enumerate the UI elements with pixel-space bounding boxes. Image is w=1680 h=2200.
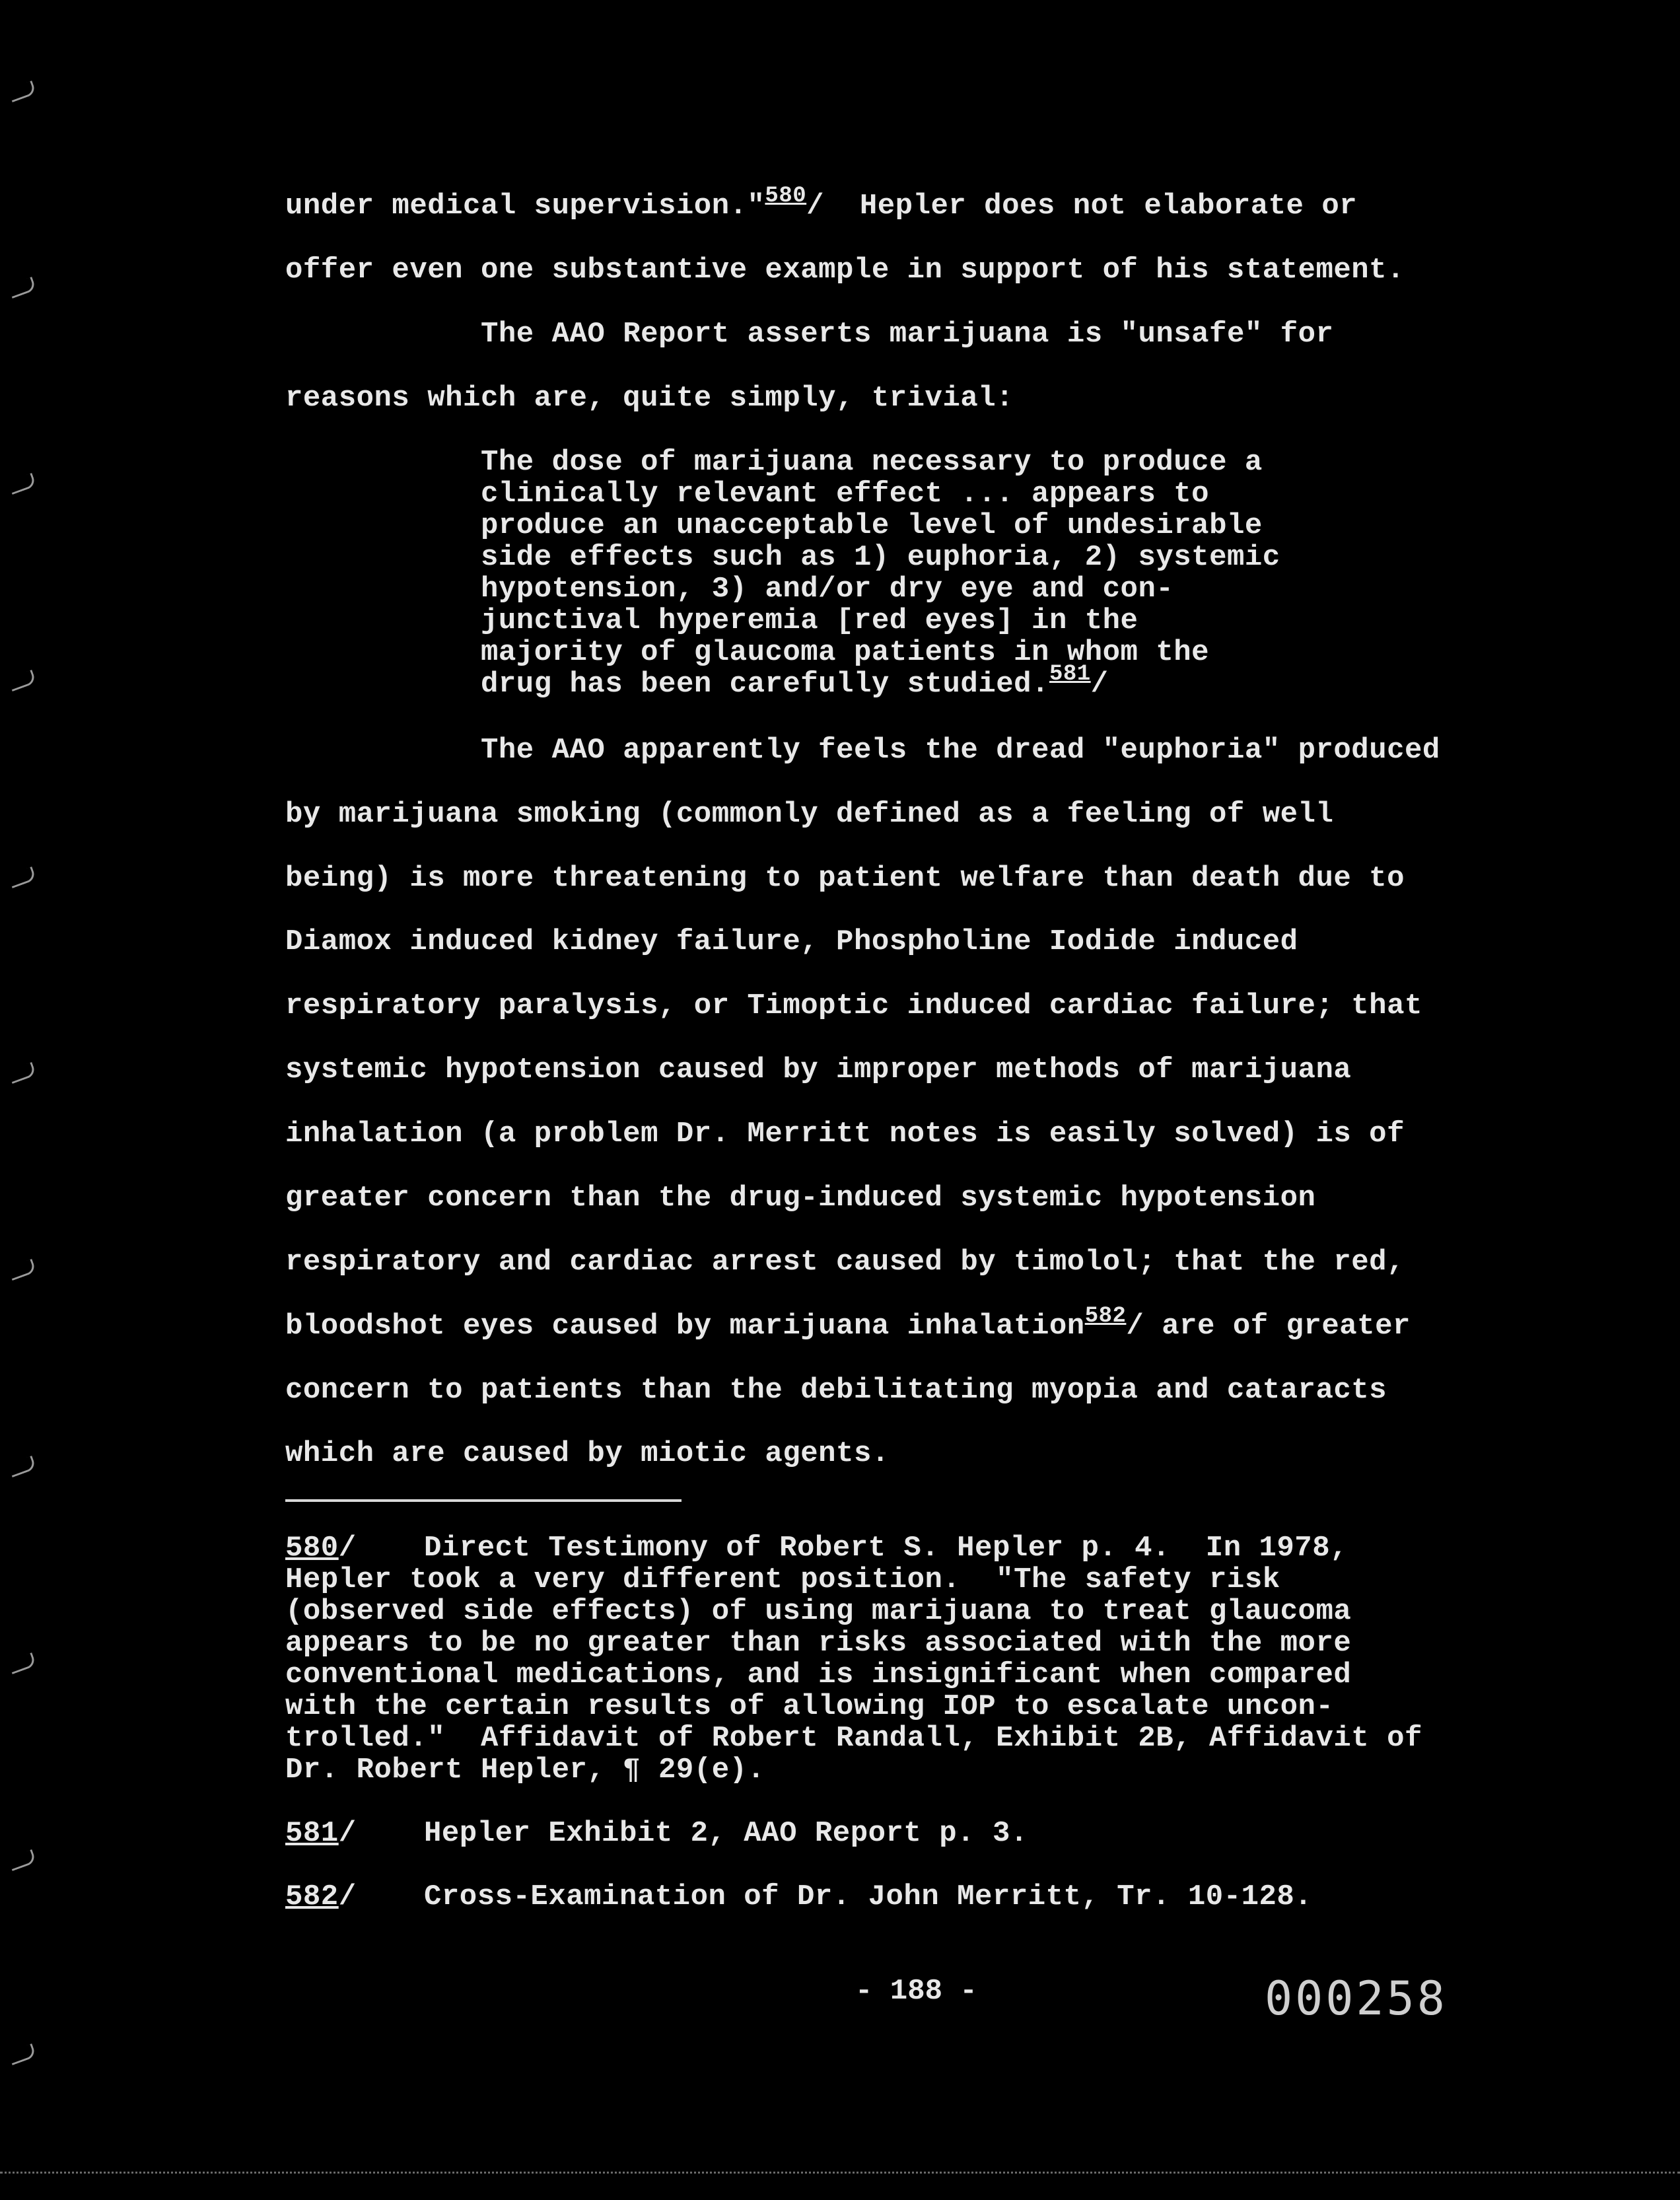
footnote-number: 580 [285,1532,339,1565]
body-line: by marijuana smoking (commonly defined as a feeling of well [285,798,1334,831]
margin-mark [8,1062,37,1084]
body-line: systemic hypotension caused by improper methods of marijuana [285,1053,1352,1086]
footnote-divider [285,1499,682,1502]
body-line [285,1304,1411,1347]
text-span: / [338,1880,357,1913]
footnote-ref-581[interactable]: 581 [1049,662,1091,687]
footnote-line: Dr. Robert Hepler, ¶ 29(e). [285,1754,765,1787]
text-span: / [338,1817,357,1850]
footnote-line: (observed side effects) of using marijuana to treat glaucoma [285,1595,1352,1628]
body-line: greater concern than the drug-induced systemic hypotension [285,1182,1316,1215]
margin-mark [8,867,37,888]
quote-line [481,662,1109,702]
body-line: reasons which are, quite simply, trivial: [285,382,1014,415]
body-line: being) is more threatening to patient welfare than death due to [285,862,1405,895]
quote-line: side effects such as 1) euphoria, 2) systemic [481,541,1280,574]
body-line: concern to patients than the debilitating myopia and cataracts [285,1374,1387,1407]
footnote-line: Hepler Exhibit 2, AAO Report p. 3. [424,1817,1028,1850]
margin-mark [8,1652,37,1674]
margin-mark [8,1456,37,1477]
text-span: / are of greater [1126,1310,1411,1343]
footnote-580 [285,1532,357,1564]
body-line: respiratory paralysis, or Timoptic induced cardiac failure; that [285,989,1422,1022]
margin-mark [8,1849,37,1871]
footnote-line: trolled." Affidavit of Robert Randall, Exhibit 2B, Affidavit of [285,1722,1422,1755]
text-span: drug has been carefully studied. [481,668,1049,701]
footnote-line: appears to be no greater than risks associated with the more [285,1627,1352,1660]
quote-line: produce an unacceptable level of undesirable [481,509,1263,542]
margin-mark [8,81,37,102]
quote-line: junctival hyperemia [red eyes] in the [481,604,1138,637]
body-line: inhalation (a problem Dr. Merritt notes is easily solved) is of [285,1118,1405,1151]
text-span: / Hepler does not elaborate or [806,190,1358,223]
text-span: / [338,1532,357,1565]
margin-mark [8,473,37,495]
footnote-line: Hepler took a very different position. "The safety risk [285,1563,1280,1596]
text-span: under medical supervision." [285,190,765,223]
margin-mark [8,1259,37,1281]
margin-mark [8,670,37,692]
footnote-ref-580[interactable]: 580 [765,184,807,209]
body-line: which are caused by miotic agents. [285,1437,890,1470]
quote-line: majority of glaucoma patients in whom the [481,636,1210,669]
scan-edge-divider [0,2172,1680,2174]
footnote-number: 581 [285,1817,339,1850]
footnote-line: conventional medications, and is insignificant when compared [285,1658,1352,1691]
bates-stamp: 000258 [1265,1971,1448,2026]
footnote-ref-582[interactable]: 582 [1084,1304,1127,1329]
footnote-number: 582 [285,1880,339,1913]
page-number: - 188 - [855,1975,977,2008]
footnote-582 [285,1881,357,1913]
body-line: The AAO apparently feels the dread "euphoria" produced [481,734,1440,767]
quote-line: The dose of marijuana necessary to produce a [481,446,1263,479]
body-line [285,184,1358,227]
text-span: / [1090,668,1109,701]
body-line: The AAO Report asserts marijuana is "unsafe" for [481,318,1334,351]
footnote-581 [285,1818,357,1849]
footnote-line: Direct Testimony of Robert S. Hepler p. 4. In 1978, [424,1532,1348,1565]
quote-line: clinically relevant effect ... appears to [481,478,1210,511]
body-line: Diamox induced kidney failure, Phospholine Iodide induced [285,925,1298,958]
footnote-line: with the certain results of allowing IOP to escalate uncon- [285,1690,1334,1723]
body-line: respiratory and cardiac arrest caused by timolol; that the red, [285,1246,1405,1279]
footnote-line: Cross-Examination of Dr. John Merritt, Tr. 10-128. [424,1880,1313,1913]
margin-mark [8,2043,37,2065]
text-span: bloodshot eyes caused by marijuana inhalation [285,1310,1085,1343]
margin-mark [8,277,37,299]
body-line: offer even one substantive example in support of his statement. [285,254,1405,287]
quote-line: hypotension, 3) and/or dry eye and con- [481,573,1174,606]
